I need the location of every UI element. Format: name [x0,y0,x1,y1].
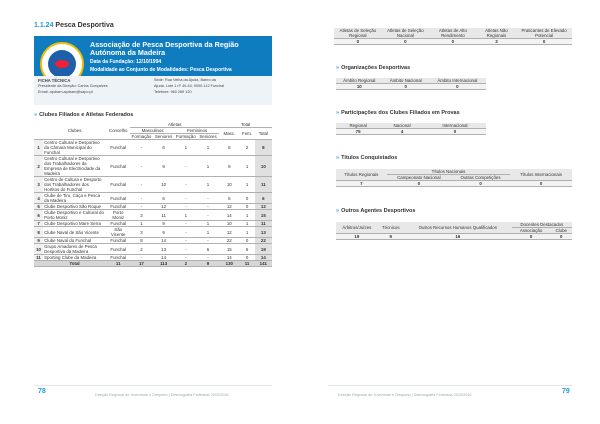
cell-fem: 1 [239,221,254,227]
row-number: 11 [34,255,43,261]
titles-table: Títulos Regionais Títulos Nacionais Títulos Internacionais Campeonato Nacional Outras Competições 7 0 0 0 [336,169,572,187]
col-femininos: Femininos [175,128,219,134]
cell-ms: 9 [152,156,174,177]
cell-fs: - [197,238,219,244]
cell-ms: 14 [152,238,174,244]
club-name: Centro Cultural e Desportivo dos Trabalhadores da Empresa de Electricidade da Madeira [43,156,106,177]
total-clubs: 11 [106,261,130,267]
section-name: Pesca Desportiva [55,22,114,29]
concelho: São Vicente [106,227,130,238]
col-total: Total [219,122,272,128]
email: Email: apdram.apdram@sapo.pt [38,90,93,94]
cell-tot: 15 [255,210,272,221]
cell-fs: - [197,255,219,261]
cell-ff: - [175,238,197,244]
row-number: 6 [34,210,43,221]
cell-fs: - [197,210,219,221]
cell-ff: - [175,204,197,210]
agents-section-title: » Outros Agentes Desportivos [336,208,416,214]
cell-fs: 1 [197,227,219,238]
cell-masc: 15 [219,244,239,255]
col-concelho: Concelho [106,122,130,140]
cell-mf: 3 [130,227,152,238]
headquarters: Sede: Rua Velha da Ajuda, Bairro da [154,78,216,82]
cell-tot: 12 [255,204,272,210]
col-fem: Fem. [239,128,254,140]
cell-mf: 2 [130,244,152,255]
cell-ff: 1 [175,140,197,156]
section-number: 1.1.24 [34,22,54,29]
cell-masc: 12 [219,204,239,210]
table-row [34,210,272,221]
cell-fem: 1 [239,227,254,238]
footer-divider [34,385,272,386]
cell-ms: 6 [152,140,174,156]
club-name: Clube de Tiro, Caça e Pesca da Madeira [43,193,106,204]
concelho: Funchal [106,244,130,255]
headquarters-address: Ajuda, Lote 1 nº 40-44, 9000-112 Funchal [154,84,225,88]
agents-table: Árbitros/Juízes Técnicos Outros Recursos Humanos Qualificados Docentes Destacados Associação Clube 19 9 16 0 0 [336,222,572,240]
participations-section-title: » Participações dos Clubes Filiados em Provas [336,110,460,116]
foundation-date: Data da Fundação: 12/10/1994 [90,59,162,65]
association-name: Associação de Pesca Desportiva da Região Autónoma da Madeira [90,40,239,57]
cell-fem: 1 [239,210,254,221]
association-banner [34,36,272,105]
cell-masc: 10 [219,221,239,227]
col-masc: Masc. [219,128,239,140]
club-name: Clube Desportivo São Roque [43,204,106,210]
cell-mf: - [130,140,152,156]
cell-fem: 0 [239,193,254,204]
concelho: Funchal [106,156,130,177]
cell-fem: 6 [239,244,254,255]
cell-masc: 9 [219,156,239,177]
titles-section-title: » Títulos Conquistados [336,155,398,161]
table-row [34,193,272,204]
col-masculinos: Masculinos [130,128,174,134]
concelho: Funchal [106,255,130,261]
cell-fem: 0 [239,204,254,210]
col-fem-seniores: Seniores [197,134,219,140]
concelho: Funchal [106,238,130,244]
cell-fs: 1 [197,156,219,177]
modality: Modalidade ao Conjunto de Modalidades: Pesca Desportiva [90,67,232,73]
cell-mf: 1 [130,221,152,227]
concelho: Funchal [106,204,130,210]
cell-masc: 10 [219,177,239,193]
cell-masc: 22 [219,238,239,244]
col-tot: Total [255,128,272,140]
cell-tot: 8 [255,140,272,156]
cell-ms: 10 [152,177,174,193]
row-number: 5 [34,204,43,210]
cell-ff: - [175,227,197,238]
cell-ff: - [175,244,197,255]
cell-tot: 6 [255,193,272,204]
col-masc-seniores: Seniores [152,134,174,140]
cell-ms: 13 [152,244,174,255]
participations-table: Regional Nacional Internacional 75 4 0 [336,123,486,135]
col-clubes: Clubes [43,122,106,140]
cell-ff: 1 [175,210,197,221]
col-elevado-potencial: Praticantes de Elevado Potencial [516,28,572,39]
cell-ms: 14 [152,255,174,261]
col-nao-regionais: Atletas Não Regionais [477,28,516,39]
col-masc-formacao: Formação [131,134,152,139]
cell-mf: - [130,204,152,210]
cell-tot: 11 [255,221,272,227]
cell-fs: 6 [197,244,219,255]
cell-ff: - [175,177,197,193]
cell-fs: 1 [197,140,219,156]
cell-ff: - [175,156,197,177]
cell-tot: 19 [255,244,272,255]
cell-mf: - [130,177,152,193]
col-fem-formacao: Formação [175,134,196,139]
col-selecao-regional: Atletas de Seleção Regional [334,28,382,39]
technical-sheet-title: FICHA TÉCNICA [38,78,71,83]
row-number: 2 [34,156,43,177]
cell-tot: 14 [255,255,272,261]
cell-ms: 9 [152,227,174,238]
concelho: Funchal [106,193,130,204]
clubs-table [34,122,272,267]
right-page [300,0,600,424]
table-row [34,227,272,238]
row-number: 4 [34,193,43,204]
cell-masc: 12 [219,227,239,238]
technical-sheet [34,76,272,105]
col-alto-rendimento: Atletas de Alto Rendimento [429,28,477,39]
table-row [34,156,272,177]
cell-mf: - [130,156,152,177]
concelho: Funchal [106,221,130,227]
cell-fs: 1 [197,221,219,227]
clubs-table-body [34,140,272,261]
concelho: Funchal [106,140,130,156]
cell-mf: 8 [130,238,152,244]
cell-fem: 1 [239,177,254,193]
cell-fem: 0 [239,238,254,244]
cell-tot: 22 [255,238,272,244]
page-number: 78 [38,388,46,395]
footer-divider [328,385,572,386]
cell-tot: 10 [255,156,272,177]
club-name: Centro Cultural e Desportivo da Câmara Municipal do Funchal [43,140,106,156]
table-row [34,244,272,255]
total-label: Total [43,261,106,267]
table-row [34,140,272,156]
club-name: Clube Desportivo Mare Serra [43,221,106,227]
club-name: Sporting Clube da Madeira [43,255,106,261]
cell-ff: - [175,221,197,227]
cell-fs: - [197,204,219,210]
section-title [34,22,114,29]
footer-text: Direção Regional de Juventude e Desporto | Desmografia Federada 2015/2016 [95,393,229,397]
total-row: Total 11 17 113 2 9 130 11 141 [34,261,272,267]
cell-fem: 0 [239,255,254,261]
telephone: Telefone: 960 289 120 [154,90,192,94]
cell-ms: 11 [152,210,174,221]
cell-tot: 13 [255,227,272,238]
page-number: 79 [562,388,570,395]
concelho: Porto Moniz [106,210,130,221]
cell-fs: - [197,193,219,204]
concelho: Funchal [106,177,130,193]
cell-fem: 1 [239,156,254,177]
table-row [34,177,272,193]
athletes-table: Atletas de Seleção Regional Atletas de Seleção Nacional Atletas de Alto Rendimento Atletas Não Regionais Praticantes de Elevado Potencial 0 0 0 3 0 [334,28,572,45]
cell-tot: 11 [255,177,272,193]
club-name: Grupo Amadores de Pesca Desportiva da Madeira [43,244,106,255]
footer-text: Direção Regional de Juventude e Desporto | Desmografia Federada 2015/2016 [338,393,472,397]
row-number: 7 [34,221,43,227]
cell-masc: 14 [219,255,239,261]
president: Presidente da Direção: Carlos Gonçalves [38,84,108,88]
col-atletas: Atletas [130,122,219,128]
cell-ms: 6 [152,193,174,204]
cell-mf: - [130,193,152,204]
arrow-icon: » [34,112,38,118]
row-number: 8 [34,227,43,238]
row-number: 9 [34,238,43,244]
row-number: 3 [34,177,43,193]
club-name: Clube Desportivo e Cultural do Porto Moniz [43,210,106,221]
cell-masc: 14 [219,210,239,221]
cell-ff: - [175,255,197,261]
cell-fem: 2 [239,140,254,156]
cell-masc: 6 [219,193,239,204]
club-name: Clube Naval do Funchal [43,238,106,244]
club-name: Centro de Cultura e Desporto dos Trabalhadores dos Hortitos do Funchal [43,177,106,193]
cell-fs: 1 [197,177,219,193]
cell-mf: 3 [130,210,152,221]
clubs-section-title: » Clubes Filiados e Atletas Federados [34,112,134,118]
row-number: 1 [34,140,43,156]
row-number: 10 [34,244,43,255]
col-selecao-nacional: Atletas de Seleção Nacional [382,28,429,39]
cell-masc: 6 [219,140,239,156]
cell-ff: - [175,193,197,204]
cell-ms: 9 [152,221,174,227]
organizations-table: Âmbito Regional Âmbito Nacional Âmbito Internacional 10 0 0 [336,78,486,90]
org-section-title: » Organizações Desportivas [336,65,411,71]
club-name: Clube Naval de São Vicente [43,227,106,238]
cell-ms: 12 [152,204,174,210]
cell-mf: - [130,255,152,261]
